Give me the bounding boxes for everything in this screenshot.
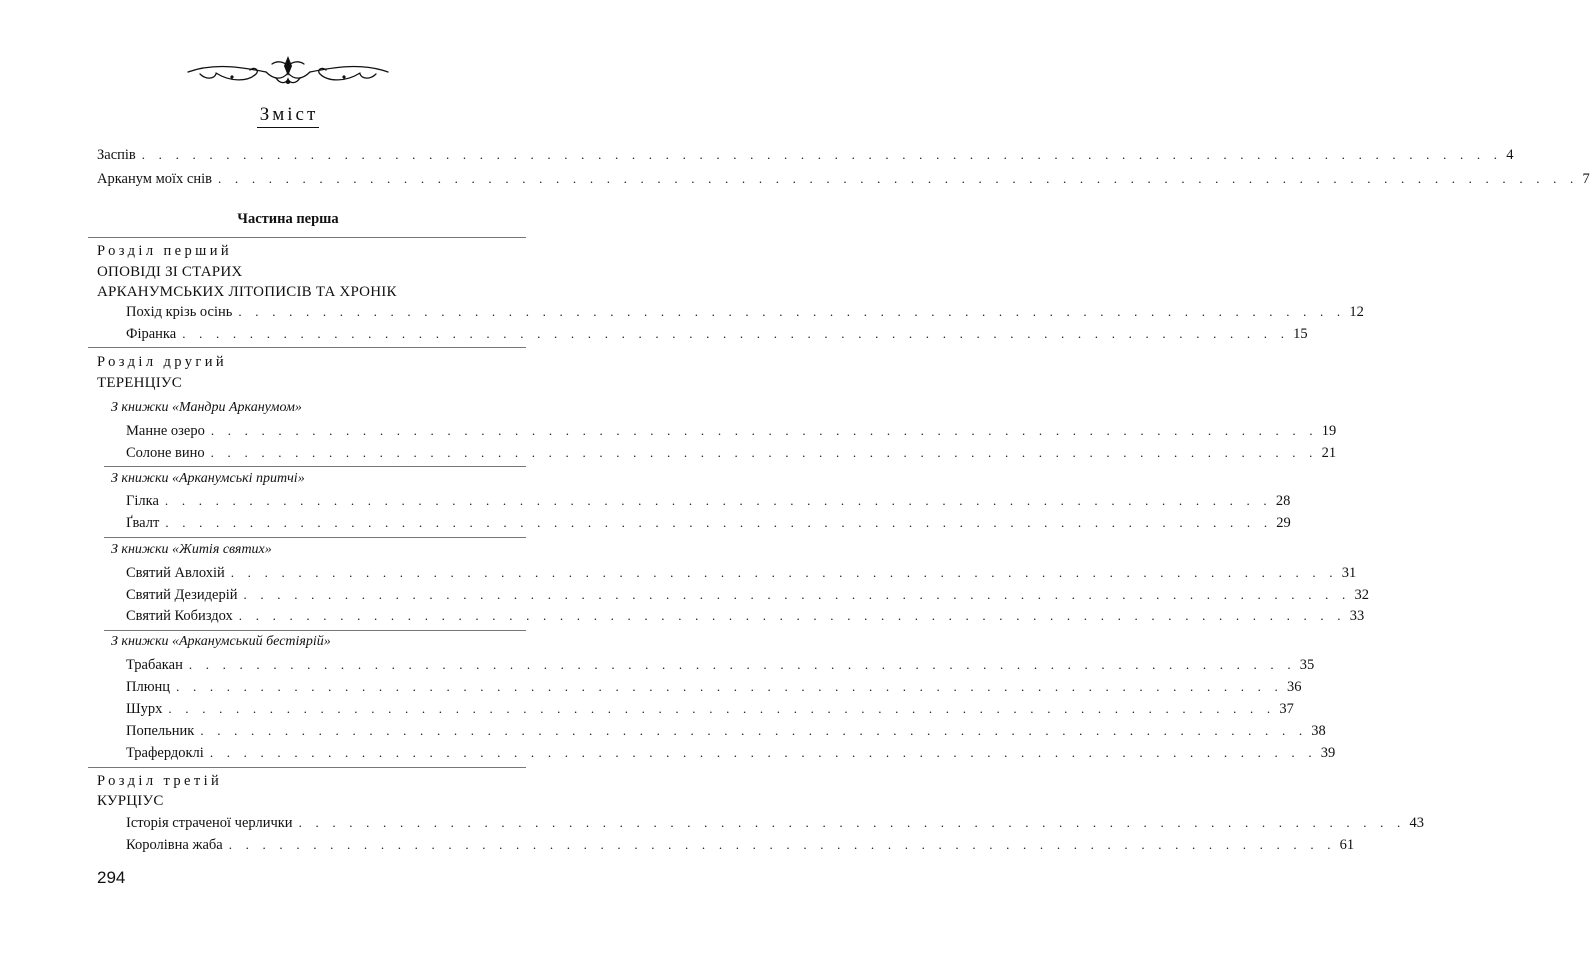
- toc-entry-title: Святий Дезидерій: [126, 587, 238, 603]
- toc-page-number: 37: [1279, 701, 1294, 717]
- toc-entry[interactable]: [126, 563, 1357, 583]
- section-label: Розділ другий: [97, 354, 228, 370]
- toc-entry-title: Заспів: [97, 147, 136, 163]
- toc-entry[interactable]: [126, 721, 1326, 741]
- toc-page-number: 19: [1321, 423, 1337, 439]
- leader-dots: . . . . . . . . . . . . . . . . . . . . . . . . . . . . . . . . . . . . . . . . . . . . . . . . . . . . . . . . . . . . . . . . . .: [210, 423, 1318, 438]
- toc-page-number: 32: [1354, 587, 1369, 603]
- toc-entry[interactable]: [126, 513, 1291, 533]
- toc-entry[interactable]: [126, 443, 1337, 463]
- toc-page-number: 21: [1321, 445, 1337, 461]
- leader-dots: . . . . . . . . . . . . . . . . . . . . . . . . . . . . . . . . . . . . . . . . . . . . . . . . . . . . . . . . . . . . . . . . . .: [188, 657, 1296, 672]
- leader-dots: . . . . . . . . . . . . . . . . . . . . . . . . . . . . . . . . . . . . . . . . . . . . . . . . . . . . . . . . . . . . . . . . . .: [200, 723, 1308, 738]
- toc-entry-title: Святий Авлохій: [126, 565, 225, 581]
- toc-entry[interactable]: [126, 743, 1336, 763]
- leader-dots: . . . . . . . . . . . . . . . . . . . . . . . . . . . . . . . . . . . . . . . . . . . . . . . . . . . . . . . . . . . . . . . . . .: [209, 745, 1317, 760]
- leader-dots: . . . . . . . . . . . . . . . . . . . . . . . . . . . . . . . . . . . . . . . . . . . . . . . . . . . . . . . . . . . . . . . . . .: [230, 565, 1338, 580]
- book-subheading: З книжки «Арканумський бестіярій»: [111, 634, 331, 649]
- flourish-ornament: [186, 52, 390, 94]
- toc-entry[interactable]: [97, 145, 1514, 165]
- toc-page-number: 31: [1341, 565, 1357, 581]
- book-divider: [104, 466, 526, 467]
- leader-dots: . . . . . . . . . . . . . . . . . . . . . . . . . . . . . . . . . . . . . . . . . . . . . . . . . . . . . . . . . . . . . . . . . .: [228, 837, 1336, 852]
- toc-entry[interactable]: [126, 585, 1369, 605]
- toc-entry-title: Трабакан: [126, 657, 183, 673]
- leader-dots: . . . . . . . . . . . . . . . . . . . . . . . . . . . . . . . . . . . . . . . . . . . . . . . . . . . . . . . . . . . . . . . . . .: [298, 815, 1406, 830]
- toc-page-number: 15: [1293, 326, 1308, 342]
- toc-page-number: 4: [1506, 147, 1514, 163]
- section-name: КУРЦІУС: [97, 793, 164, 809]
- leader-dots: . . . . . . . . . . . . . . . . . . . . . . . . . . . . . . . . . . . . . . . . . . . . . . . . . . . . . . . . . . . . . . . . . .: [182, 326, 1290, 341]
- folio-page-number: 294: [97, 868, 126, 887]
- part-title: Частина перша: [237, 211, 339, 227]
- toc-entry-title: Солоне вино: [126, 445, 205, 461]
- toc-entry[interactable]: [97, 169, 1590, 189]
- section-label: Розділ третій: [97, 773, 223, 789]
- toc-entry-title: Трафердоклі: [126, 745, 204, 761]
- toc-page-number: 39: [1320, 745, 1336, 761]
- book-subheading: З книжки «Житія святих»: [111, 542, 272, 557]
- toc-entry[interactable]: [126, 421, 1337, 441]
- toc-entry-title: Манне озеро: [126, 423, 205, 439]
- leader-dots: . . . . . . . . . . . . . . . . . . . . . . . . . . . . . . . . . . . . . . . . . . . . . . . . . . . . . . . . . . . . . . . . . .: [238, 608, 1346, 623]
- toc-entry[interactable]: [126, 491, 1291, 511]
- book-divider: [104, 630, 526, 631]
- toc-entry-title: Плюнц: [126, 679, 171, 695]
- toc-entry[interactable]: [126, 677, 1302, 697]
- toc-entry-title: Арканум моїх снів: [97, 171, 213, 187]
- toc-page-number: 43: [1409, 815, 1425, 831]
- leader-dots: . . . . . . . . . . . . . . . . . . . . . . . . . . . . . . . . . . . . . . . . . . . . . . . . . . . . . . . . . . . . . . . . . .: [210, 445, 1318, 460]
- toc-entry-title: Попельник: [126, 723, 195, 739]
- section-divider: [88, 767, 526, 768]
- toc-page-number: 28: [1275, 493, 1291, 509]
- toc-entry[interactable]: [126, 699, 1294, 719]
- leader-dots: . . . . . . . . . . . . . . . . . . . . . . . . . . . . . . . . . . . . . . . . . . . . . . . . . . . . . . . . . . . . . . . . . .: [243, 587, 1351, 602]
- toc-page-number: 35: [1299, 657, 1315, 673]
- section-name: ТЕРЕНЦІУС: [97, 375, 182, 391]
- section-divider: [88, 347, 526, 348]
- toc-entry[interactable]: [126, 813, 1425, 833]
- section-name: ОПОВІДІ ЗІ СТАРИХ: [97, 264, 243, 280]
- toc-page-number: 36: [1287, 679, 1302, 695]
- toc-entry-title: Похід крізь осінь: [126, 304, 233, 320]
- toc-entry-title: Фіранка: [126, 326, 177, 342]
- leader-dots: . . . . . . . . . . . . . . . . . . . . . . . . . . . . . . . . . . . . . . . . . . . . . . . . . . . . . . . . . . . . . . . . . .: [165, 515, 1273, 530]
- toc-entry[interactable]: [126, 655, 1315, 675]
- toc-entry-title: Королівна жаба: [126, 837, 223, 853]
- leader-dots: . . . . . . . . . . . . . . . . . . . . . . . . . . . . . . . . . . . . . . . . . . . . . . . . . . . . . . . . . . . . . . . . . .: [164, 493, 1272, 508]
- toc-entry-title: Шурх: [126, 701, 163, 717]
- toc-page-number: 33: [1349, 608, 1365, 624]
- toc-entry-title: Історія страченої черлички: [126, 815, 293, 831]
- leader-dots: . . . . . . . . . . . . . . . . . . . . . . . . . . . . . . . . . . . . . . . . . . . . . . . . . . . . . . . . . . . . . . . . . . . . . . . . . . . . . . . . .: [141, 147, 1503, 162]
- toc-page-number: 38: [1311, 723, 1326, 739]
- toc-entry-title: Святий Кобиздох: [126, 608, 233, 624]
- toc-entry[interactable]: [126, 835, 1355, 855]
- leader-dots: . . . . . . . . . . . . . . . . . . . . . . . . . . . . . . . . . . . . . . . . . . . . . . . . . . . . . . . . . . . . . . . . . .: [168, 701, 1276, 716]
- section-divider: [88, 237, 526, 238]
- toc-page-number: 29: [1276, 515, 1291, 531]
- book-divider: [104, 537, 526, 538]
- section-name: АРКАНУМСЬКИХ ЛІТОПИСІВ ТА ХРОНІК: [97, 284, 397, 300]
- toc-page-number: 12: [1349, 304, 1364, 320]
- toc-entry[interactable]: [126, 302, 1364, 322]
- toc-entry-title: Гілка: [126, 493, 159, 509]
- book-subheading: З книжки «Мандри Арканумом»: [111, 400, 302, 415]
- leader-dots: . . . . . . . . . . . . . . . . . . . . . . . . . . . . . . . . . . . . . . . . . . . . . . . . . . . . . . . . . . . . . . . . . .: [176, 679, 1284, 694]
- toc-page-number: 7: [1582, 171, 1590, 187]
- toc-entry[interactable]: [126, 606, 1365, 626]
- toc-entry-title: Ґвалт: [126, 515, 160, 531]
- toc-page-number: 61: [1339, 837, 1355, 853]
- leader-dots: . . . . . . . . . . . . . . . . . . . . . . . . . . . . . . . . . . . . . . . . . . . . . . . . . . . . . . . . . . . . . . . . . . . . . . . . . . . . . . . . .: [218, 171, 1579, 186]
- leader-dots: . . . . . . . . . . . . . . . . . . . . . . . . . . . . . . . . . . . . . . . . . . . . . . . . . . . . . . . . . . . . . . . . . .: [238, 304, 1346, 319]
- book-subheading: З книжки «Арканумські притчі»: [111, 471, 305, 486]
- toc-entry[interactable]: [126, 324, 1308, 344]
- section-label: Розділ перший: [97, 243, 233, 259]
- contents-heading: Зміст: [0, 104, 576, 128]
